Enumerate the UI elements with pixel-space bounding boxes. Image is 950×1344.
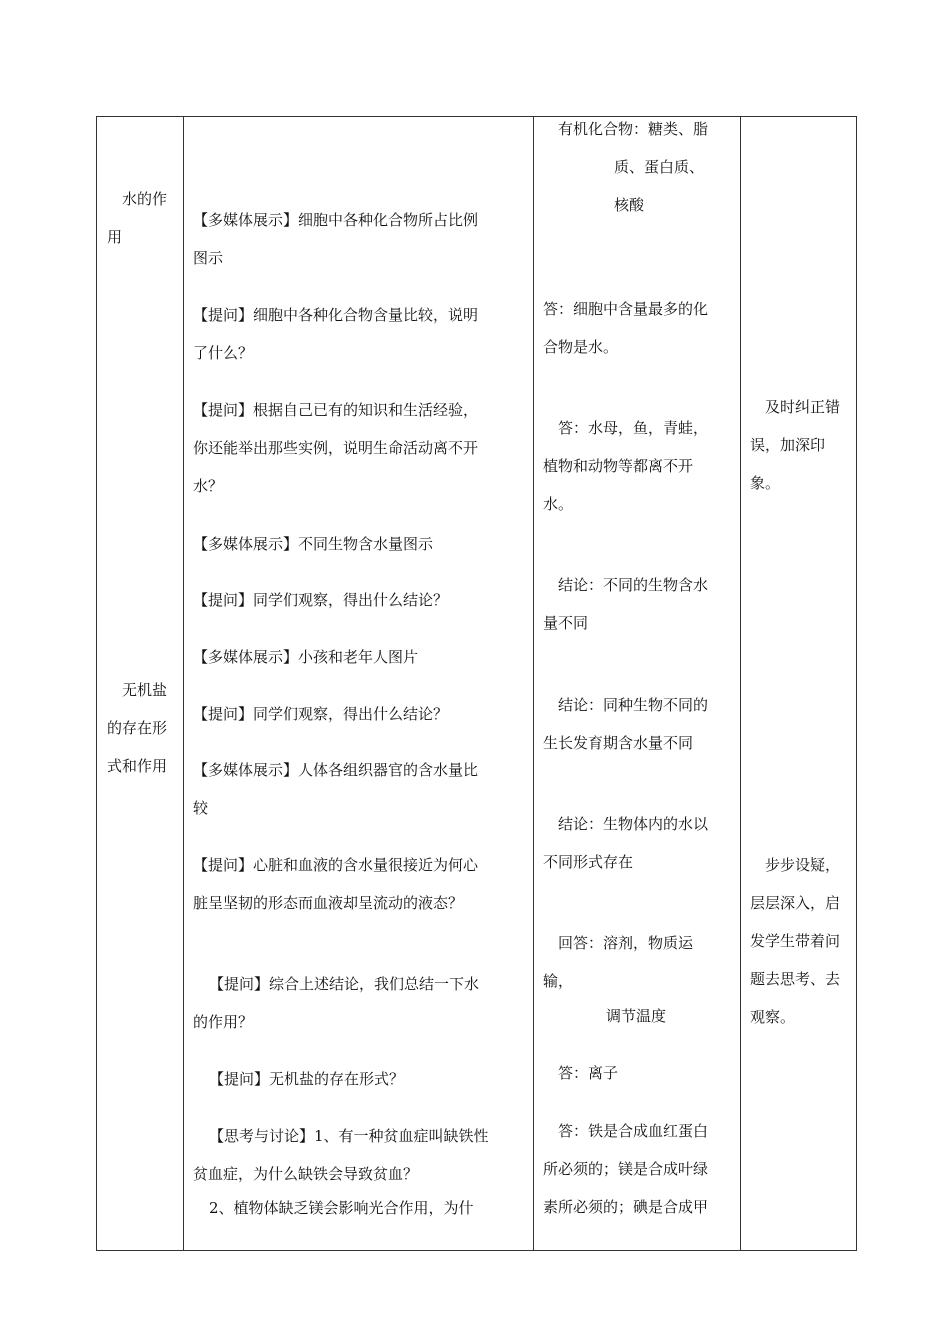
response-line: 不同形式存在 [543,853,634,871]
response-line: 素所必须的；碘是合成甲 [543,1198,709,1216]
teacher-activity-column [184,117,534,1250]
intent-line: 观察。 [750,1008,796,1026]
intent-line: 及时纠正错 [765,398,841,416]
intent-line: 步步设疑， [765,856,841,874]
activity-line: 【思考与讨论】1、有一种贫血症叫缺铁性 [209,1127,489,1145]
intent-line: 误，加深印 [750,436,826,454]
activity-line: 【提问】综合上述结论，我们总结一下水 [209,975,480,993]
organic-compounds-line: 有机化合物：糖类、脂 [558,120,709,138]
activity-line: 了什么？ [193,344,254,362]
topic-water-line: 水的作 [122,190,168,208]
response-line: 答：铁是合成血红蛋白 [558,1122,709,1140]
activity-line: 2、植物体缺乏镁会影响光合作用，为什 [209,1199,474,1217]
response-line: 水。 [543,495,574,513]
response-line: 合物是水。 [543,338,619,356]
activity-line: 的作用？ [193,1013,254,1031]
response-line: 植物和动物等都离不开 [543,457,694,475]
topic-salt-line: 无机盐 [122,681,168,699]
response-line: 所必须的；镁是合成叶绿 [543,1160,709,1178]
organic-compounds-line: 质、蛋白质、 [614,158,705,176]
topic-salt-line: 的存在形 [107,719,168,737]
response-line: 答：细胞中含量最多的化 [543,300,709,318]
activity-line: 【提问】细胞中各种化合物含量比较，说明 [193,306,479,324]
response-line: 结论：不同的生物含水 [558,576,709,594]
activity-line: 【多媒体展示】人体各组织器官的含水量比 [193,761,479,779]
response-line: 输， [543,972,574,990]
activity-line: 图示 [193,249,224,267]
activity-line: 水？ [193,477,224,495]
response-line: 回答：溶剂，物质运 [558,934,694,952]
response-line: 结论：生物体内的水以 [558,815,709,833]
design-intent-column [741,117,857,1250]
response-line: 结论：同种生物不同的 [558,696,709,714]
topic-water-line: 用 [107,228,123,246]
activity-line: 你还能举出那些实例，说明生命活动离不开 [193,439,479,457]
activity-line: 【提问】心脏和血液的含水量很接近为何心 [193,856,479,874]
activity-line: 贫血症，为什么缺铁会导致贫血？ [193,1165,419,1183]
response-line: 答：水母，鱼，青蛙， [558,419,709,437]
activity-line: 【提问】同学们观察，得出什么结论？ [193,591,449,609]
student-response-column [534,117,741,1250]
topic-salt-line: 式和作用 [107,757,168,775]
response-line: 量不同 [543,614,589,632]
activity-line: 【提问】同学们观察，得出什么结论？ [193,705,449,723]
response-line: 调节温度 [606,1007,667,1025]
activity-line: 【多媒体展示】细胞中各种化合物所占比例 [193,211,479,229]
activity-line: 【多媒体展示】不同生物含水量图示 [193,535,434,553]
organic-compounds-line: 核酸 [614,196,645,214]
activity-line: 脏呈坚韧的形态而血液却呈流动的液态？ [193,894,464,912]
intent-line: 发学生带着问 [750,932,841,950]
intent-line: 层层深入，启 [750,894,841,912]
activity-line: 【提问】无机盐的存在形式？ [209,1070,405,1088]
intent-line: 题去思考、去 [750,970,841,988]
activity-line: 【多媒体展示】小孩和老年人图片 [193,648,419,666]
response-line: 生长发育期含水量不同 [543,734,694,752]
intent-line: 象。 [750,474,781,492]
response-line: 答：离子 [558,1064,619,1082]
lesson-plan-table [96,116,857,1251]
topic-column [97,117,184,1250]
activity-line: 【提问】根据自己已有的知识和生活经验， [193,401,479,419]
activity-line: 较 [193,799,209,817]
